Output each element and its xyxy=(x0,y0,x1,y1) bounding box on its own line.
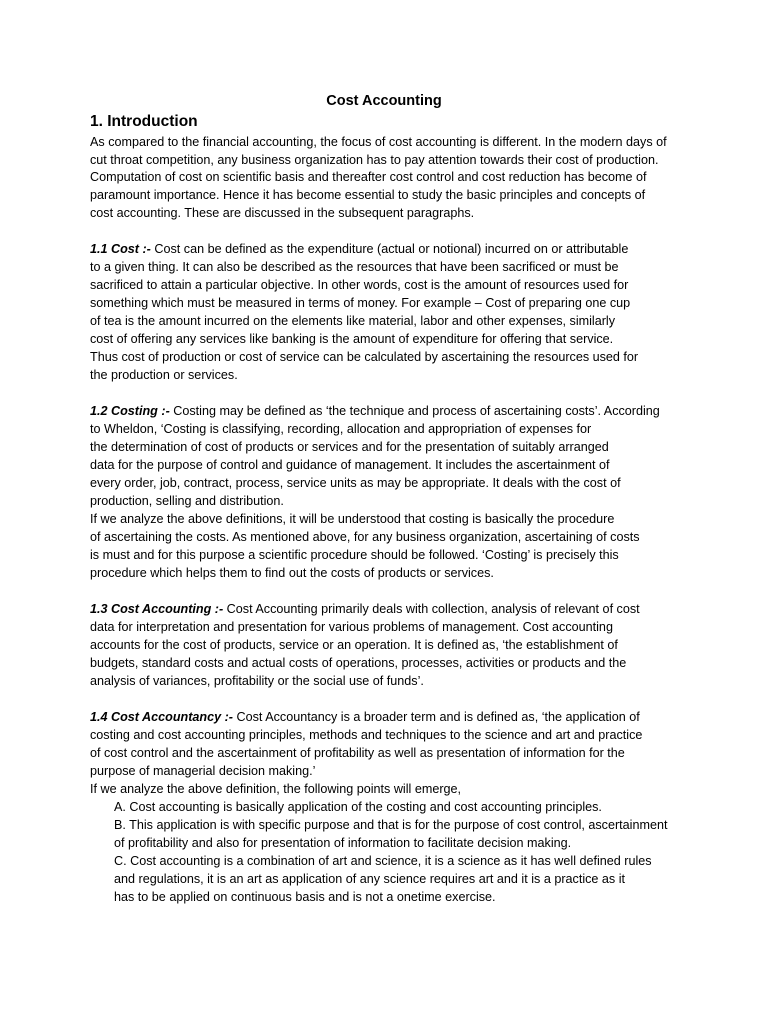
line-text: the production or services. xyxy=(90,368,238,382)
text-line xyxy=(90,312,615,330)
line-text: As compared to the financial accounting, the focus of cost accounting is different. In the modern days of xyxy=(90,135,667,149)
line-text: and regulations, it is an art as application of any science requires art and it is a practice as it xyxy=(114,872,626,886)
text-line xyxy=(114,798,602,816)
subsection-label: 1.2 Costing :- xyxy=(90,404,174,418)
line-text: data for the purpose of control and guidance of management. It includes the ascertainment of xyxy=(90,458,610,472)
text-line xyxy=(90,780,461,798)
text-line xyxy=(90,186,645,204)
line-text: the determination of cost of products or services and for the presentation of suitably arranged xyxy=(90,440,609,454)
line-text: Cost Accountancy is a broader term and is defined as, ‘the application of xyxy=(236,710,640,724)
subsection-label: 1.4 Cost Accountancy :- xyxy=(90,710,237,724)
line-text: of tea is the amount incurred on the elements like material, labor and other expenses, similarly xyxy=(90,314,616,328)
line-text: Cost Accounting primarily deals with collection, analysis of relevant of cost xyxy=(226,602,640,616)
text-line xyxy=(90,348,638,366)
text-line xyxy=(90,708,640,726)
line-text: Cost can be defined as the expenditure (actual or notional) incurred on or attributable xyxy=(154,242,629,256)
line-text: is must and for this purpose a scientific procedure should be followed. ‘Costing’ is precisely this xyxy=(90,548,619,562)
text-line xyxy=(90,240,628,258)
text-line xyxy=(90,546,619,564)
text-line xyxy=(90,528,640,546)
line-text: of profitability and also for presentation of information to facilitate decision making. xyxy=(114,836,572,850)
line-text: data for interpretation and presentation for various problems of management. Cost accounting xyxy=(90,620,613,634)
line-text: paramount importance. Hence it has become essential to study the basic principles and concepts of xyxy=(90,188,646,202)
line-text: costing and cost accounting principles, methods and techniques to the science and art and practice xyxy=(90,728,643,742)
line-text: cost accounting. These are discussed in the subsequent paragraphs. xyxy=(90,206,475,220)
text-line xyxy=(90,133,667,151)
text-line xyxy=(90,672,424,690)
line-text: If we analyze the above definition, the following points will emerge, xyxy=(90,782,462,796)
section-heading-introduction: 1. Introduction xyxy=(90,113,198,130)
text-line xyxy=(114,816,667,834)
line-text: Costing may be defined as ‘the technique and process of ascertaining costs’. According xyxy=(173,404,660,418)
line-text: cut throat competition, any business organization has to pay attention towards their cost of production. xyxy=(90,153,659,167)
line-text: something which must be measured in terms of money. For example – Cost of preparing one cup xyxy=(90,296,631,310)
text-line xyxy=(90,402,660,420)
document-title: Cost Accounting xyxy=(326,93,442,109)
text-line xyxy=(90,330,613,348)
text-line xyxy=(90,366,238,384)
line-text: every order, job, contract, process, service units as may be appropriate. It deals with the cost of xyxy=(90,476,621,490)
text-line xyxy=(90,204,474,222)
text-line xyxy=(114,852,652,870)
line-text: to a given thing. It can also be described as the resources that have been sacrificed or must be xyxy=(90,260,619,274)
text-line xyxy=(90,294,630,312)
line-text: sacrificed to attain a particular objective. In other words, cost is the amount of resources used for xyxy=(90,278,629,292)
subsection-label: 1.3 Cost Accounting :- xyxy=(90,602,227,616)
text-line xyxy=(90,258,619,276)
text-line xyxy=(90,276,628,294)
text-line xyxy=(90,600,640,618)
line-text: Computation of cost on scientific basis and thereafter cost control and cost reduction has become of xyxy=(90,170,647,184)
text-line xyxy=(114,834,571,852)
line-text: of cost control and the ascertainment of profitability as well as presentation of information for the xyxy=(90,746,625,760)
line-text: accounts for the cost of products, service or an operation. It is defined as, ‘the establishment of xyxy=(90,638,618,652)
text-line xyxy=(90,438,609,456)
text-line xyxy=(90,564,494,582)
text-line xyxy=(90,492,284,510)
text-line xyxy=(90,726,642,744)
text-line xyxy=(90,456,609,474)
line-text: to Wheldon, ‘Costing is classifying, recording, allocation and appropriation of expenses for xyxy=(90,422,592,436)
text-line xyxy=(90,168,647,186)
line-text: production, selling and distribution. xyxy=(90,494,284,508)
text-line xyxy=(90,618,613,636)
text-line xyxy=(90,654,626,672)
line-text: budgets, standard costs and actual costs of operations, processes, activities or products and the xyxy=(90,656,627,670)
text-line xyxy=(90,510,614,528)
subsection-label: 1.1 Cost :- xyxy=(90,242,155,256)
text-line xyxy=(90,744,625,762)
text-line xyxy=(90,420,591,438)
line-text: of ascertaining the costs. As mentioned above, for any business organization, ascertaining of costs xyxy=(90,530,640,544)
line-text: cost of offering any services like banking is the amount of expenditure for offering that service. xyxy=(90,332,614,346)
text-line xyxy=(90,474,621,492)
line-text: analysis of variances, profitability or the social use of funds’. xyxy=(90,674,424,688)
line-text: C. Cost accounting is a combination of art and science, it is a science as it has well defined rules xyxy=(114,854,652,868)
text-line xyxy=(90,762,315,780)
text-line xyxy=(90,151,658,169)
line-text: If we analyze the above definitions, it will be understood that costing is basically the procedure xyxy=(90,512,615,526)
line-text: has to be applied on continuous basis and is not a onetime exercise. xyxy=(114,890,496,904)
line-text: Thus cost of production or cost of service can be calculated by ascertaining the resources used for xyxy=(90,350,639,364)
line-text: A. Cost accounting is basically application of the costing and cost accounting principles. xyxy=(114,800,602,814)
text-line xyxy=(114,888,496,906)
text-line xyxy=(90,636,618,654)
line-text: procedure which helps them to find out the costs of products or services. xyxy=(90,566,494,580)
text-line xyxy=(114,870,625,888)
line-text: purpose of managerial decision making.’ xyxy=(90,764,316,778)
line-text: B. This application is with specific purpose and that is for the purpose of cost control, ascertainment xyxy=(114,818,668,832)
